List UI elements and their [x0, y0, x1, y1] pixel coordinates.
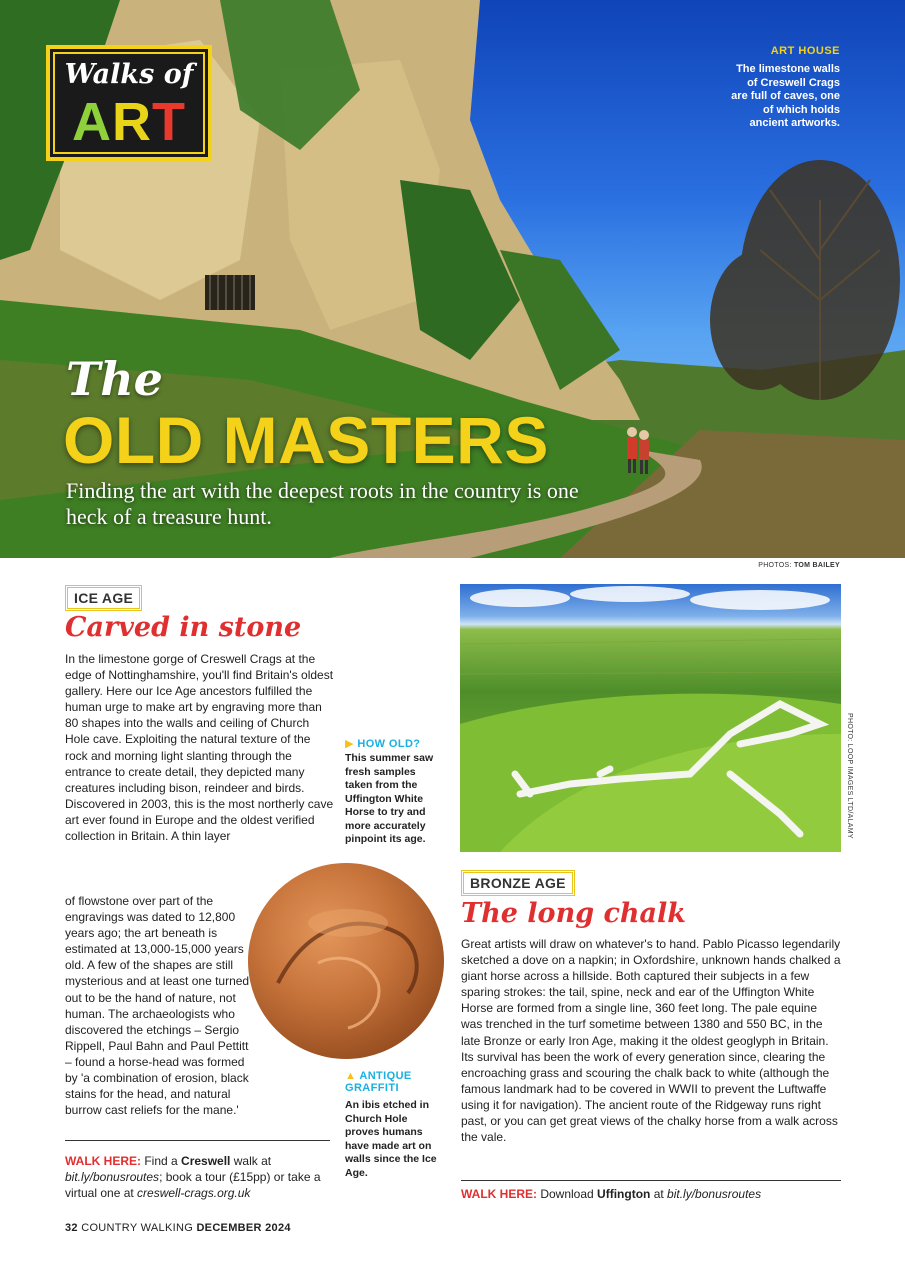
triangle-pointer-icon: ▶	[345, 738, 354, 750]
antique-graffiti-caption: An ibis etched in Church Hole proves humans have made art on walls since the Ice Age.	[345, 1099, 437, 1179]
uffington-photo-credit	[842, 713, 856, 853]
walk-text: walk at	[230, 1154, 272, 1168]
carved-in-stone-heading: Carved in stone	[65, 612, 302, 643]
title-the: The	[66, 352, 163, 406]
logo-letter-a: A	[72, 92, 112, 152]
walk-text: ; book a tour (£15pp) or take a virtual one at	[65, 1170, 321, 1200]
bonusroutes-link[interactable]: bit.ly/bonusroutes	[65, 1170, 160, 1184]
art-house-caption: The limestone walls of Creswell Crags are full of caves, one of which holds ancient artworks.	[731, 63, 840, 129]
antique-graffiti-heading	[345, 1070, 435, 1094]
walk-place: Creswell	[181, 1154, 231, 1168]
walk-text: Find a	[141, 1154, 182, 1168]
photo-credit-label: PHOTOS:	[758, 562, 792, 569]
subtitle: Finding the art with the deepest roots in the country is one heck of a treasure hunt.	[66, 478, 579, 529]
hero-photo-credit	[758, 562, 840, 569]
the-long-chalk-heading: The long chalk	[461, 898, 687, 929]
bronze-age-tag: BRONZE AGE	[461, 870, 575, 896]
page-footer	[65, 1222, 291, 1234]
creswell-walk-here	[65, 1153, 340, 1201]
page-number: 32	[65, 1222, 78, 1234]
walk-text: Download	[537, 1187, 598, 1201]
bonusroutes-link[interactable]: bit.ly/bonusroutes	[667, 1187, 762, 1201]
ice-age-tag: ICE AGE	[65, 585, 142, 611]
logo-letter-r: R	[112, 92, 152, 152]
white-horse-scene	[460, 584, 841, 852]
uffington-walk-here	[461, 1186, 841, 1202]
divider-left	[65, 1140, 330, 1141]
creswell-crags-link[interactable]: creswell-crags.org.uk	[137, 1186, 251, 1200]
ibis-engraving	[248, 863, 444, 1059]
logo-walks-of: Walks of	[64, 59, 194, 90]
church-hole-engraving-photo	[248, 863, 444, 1059]
walk-here-label: WALK HERE:	[65, 1154, 141, 1168]
art-house-heading: ART HOUSE	[770, 45, 840, 57]
photo-credit-text: PHOTO: LOOP IMAGES LTD/ALAMY	[846, 713, 853, 839]
walk-text: at	[650, 1187, 668, 1201]
title-old-masters: OLD MASTERS	[63, 403, 549, 477]
how-old-caption: This summer saw fresh samples taken from the Uffington White Horse to try and more accurately pinpoint its age.	[345, 752, 434, 845]
issue-date: DECEMBER 2024	[196, 1222, 291, 1234]
ice-age-body-2-text: of flowstone over part of the engravings was dated to 12,800 years ago; the art beneath is estimated at 13,000-15,000 years old. A few of the shapes are still mysterious and at least one turned out to be the hand of nature, not human. The archaeologists who discovered the etchings – Sergio Rippell, Paul Bahn and Paul Pettitt – found a horse-head was formed by 'a combination of erosion, black stains for the head, and natural burrow cast reliefs for the mane.'	[65, 894, 250, 1118]
how-old-heading-text: HOW OLD?	[357, 738, 421, 750]
logo-art	[50, 91, 208, 153]
walks-of-art-logo	[46, 45, 212, 161]
antique-graffiti-heading-text: ANTIQUE GRAFFITI	[345, 1070, 412, 1094]
walk-place: Uffington	[597, 1187, 651, 1201]
logo-letter-t: T	[152, 92, 186, 152]
magazine-name: COUNTRY WALKING	[81, 1222, 194, 1234]
bronze-age-body: Great artists will draw on whatever's to hand. Pablo Picasso legendarily sketched a dove on a napkin; in Oxfordshire, unknown hands chalked a giant horse across a hillside. Both captured their subjects in a few sparing strokes: the tail, spine, neck and ear of the Uffington White Horse are formed from a single line, 360 feet long. The pale equine was trenched in the turf sometime between 1380 and 550 BC, in the late Bronze or early Iron Age, making it the oldest geoglyph in Britain. Its survival has been the work of every generation since, clearing the encroaching grass and scouring the chalk back to white (although the famous landmark had to be covered in WWII to prevent the Luftwaffe using it for navigation). The ancient route of the Ridgeway runs right past, or you can get great views of the chalky horse from a walk across the vale.	[461, 937, 841, 1145]
ice-age-body-2	[65, 893, 255, 1118]
divider-right	[461, 1180, 841, 1181]
walk-here-label: WALK HERE:	[461, 1187, 537, 1201]
how-old-heading	[345, 737, 420, 750]
ice-age-body-1: In the limestone gorge of Creswell Crags at the edge of Nottinghamshire, you'll find Britain's oldest gallery. Here our Ice Age ancestors fulfilled the human urge to make art by engraving more than 80 shapes into the walls and ceiling of Church Hole cave. Exploiting the natural texture of the rock and morning light slanting through the entrance to create detail, they depicted many creatures including bison, reindeer and birds. Discovered in 2003, this is the most northerly cave art ever found in Europe and the oldest verified collection in Britain. A thin layer	[65, 652, 334, 844]
uffington-white-horse-photo	[460, 584, 841, 852]
photo-credit-name: TOM BAILEY	[793, 562, 840, 569]
triangle-up-icon: ▲	[345, 1070, 357, 1082]
